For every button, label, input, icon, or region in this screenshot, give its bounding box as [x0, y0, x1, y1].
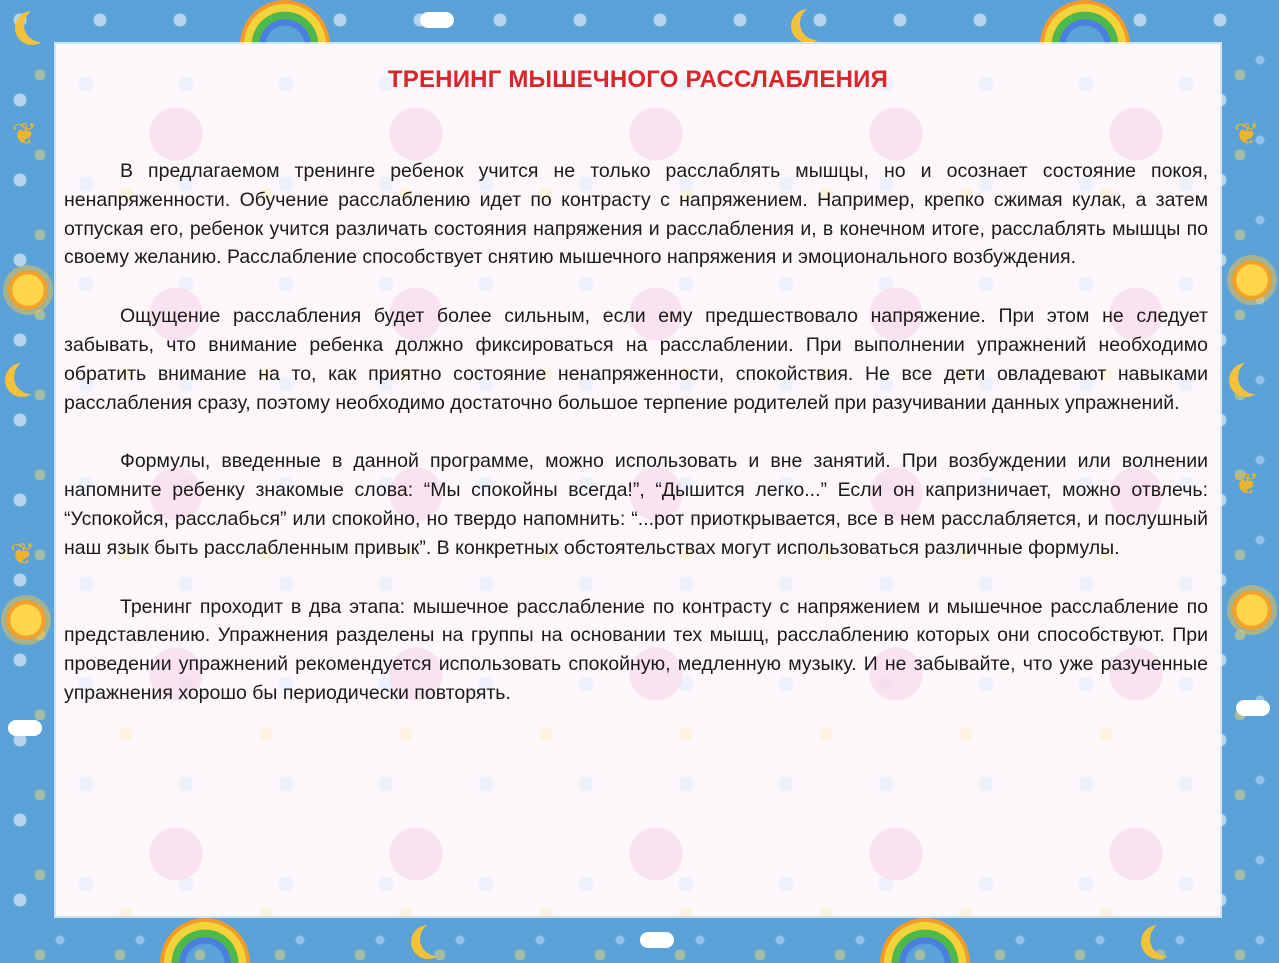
cloud-icon	[640, 932, 674, 948]
paragraph: Тренинг проходит в два этапа: мышечное расслабление по контрасту с напряжением и мышечное расслабление по представлению. Упражнения разделены на группы на основании тех мышц, расслаблению которых они способствуют. При проведении упражнений рекомендуется использовать спокойную, медленную музыку. И не забывайте, что уже разученные упражнения хорошо бы периодически повторять.	[64, 595, 1208, 704]
sun-icon	[8, 270, 48, 310]
paragraph: В предлагаемом тренинге ребенок учится не только расслаблять мышцы, но и осознает состояние покоя, ненапряженности. Обучение расслаблению идет по контрасту с напряжением. Например, крепко сжимая кулак, а затем отпуская его, ребенок учится различать состояния напряжения и расслабления и, в конечном итоге, расслаблять мышцы по своему желанию. Расслабление способствует снятию мышечного напряжения и эмоционального возбуждения.	[64, 160, 1208, 269]
document-title: ТРЕНИНГ МЫШЕЧНОГО РАССЛАБЛЕНИЯ	[387, 66, 889, 93]
rainbow-icon	[240, 0, 330, 45]
butterfly-icon: ❦	[10, 538, 36, 571]
sun-icon	[1232, 590, 1272, 630]
moon-icon	[24, 8, 58, 42]
cloud-icon	[8, 720, 42, 736]
rainbow-icon	[880, 918, 970, 963]
butterfly-icon: ❦	[1234, 468, 1260, 501]
rainbow-icon	[160, 918, 250, 963]
moon-icon	[800, 6, 834, 40]
butterfly-icon: ❦	[1234, 118, 1260, 151]
moon-icon	[14, 360, 48, 394]
moon-icon	[1238, 360, 1272, 394]
sun-icon	[1232, 260, 1272, 300]
cloud-icon	[1236, 700, 1270, 716]
moon-icon	[420, 922, 454, 956]
paragraph: Ощущение расслабления будет более сильным, если ему предшествовало напряжение. При этом не следует забывать, что внимание ребенка должно фиксироваться на расслаблении. При выполнении упражнений необходимо обратить внимание на то, как приятно состояние ненапряженности, спокойствия. Не все дети овладевают навыками расслабления сразу, поэтому необходимо достаточно большое терпение родителей при разучивании данных упражнений.	[64, 305, 1208, 414]
rainbow-icon	[1040, 0, 1130, 45]
sun-icon	[6, 600, 46, 640]
document-panel	[56, 44, 1220, 916]
paragraph: Формулы, введенные в данной программе, можно использовать и вне занятий. При возбуждении или волнении напомните ребенку знакомые слова: “Мы спокойны всегда!”, “Дышится легко...” Если он капризничает, можно отвлечь: “Успокойся, расслабься” или спокойно, но твердо напомнить: “...рот приоткрывается, все в нем расслабляется, и послушный наш язык быть расслабленным привык”. В конкретных обстоятельствах могут использоваться различные формулы.	[64, 450, 1208, 559]
cloud-icon	[420, 12, 454, 28]
butterfly-icon: ❦	[12, 118, 38, 151]
document-body	[64, 157, 1208, 738]
moon-icon	[1150, 922, 1184, 956]
